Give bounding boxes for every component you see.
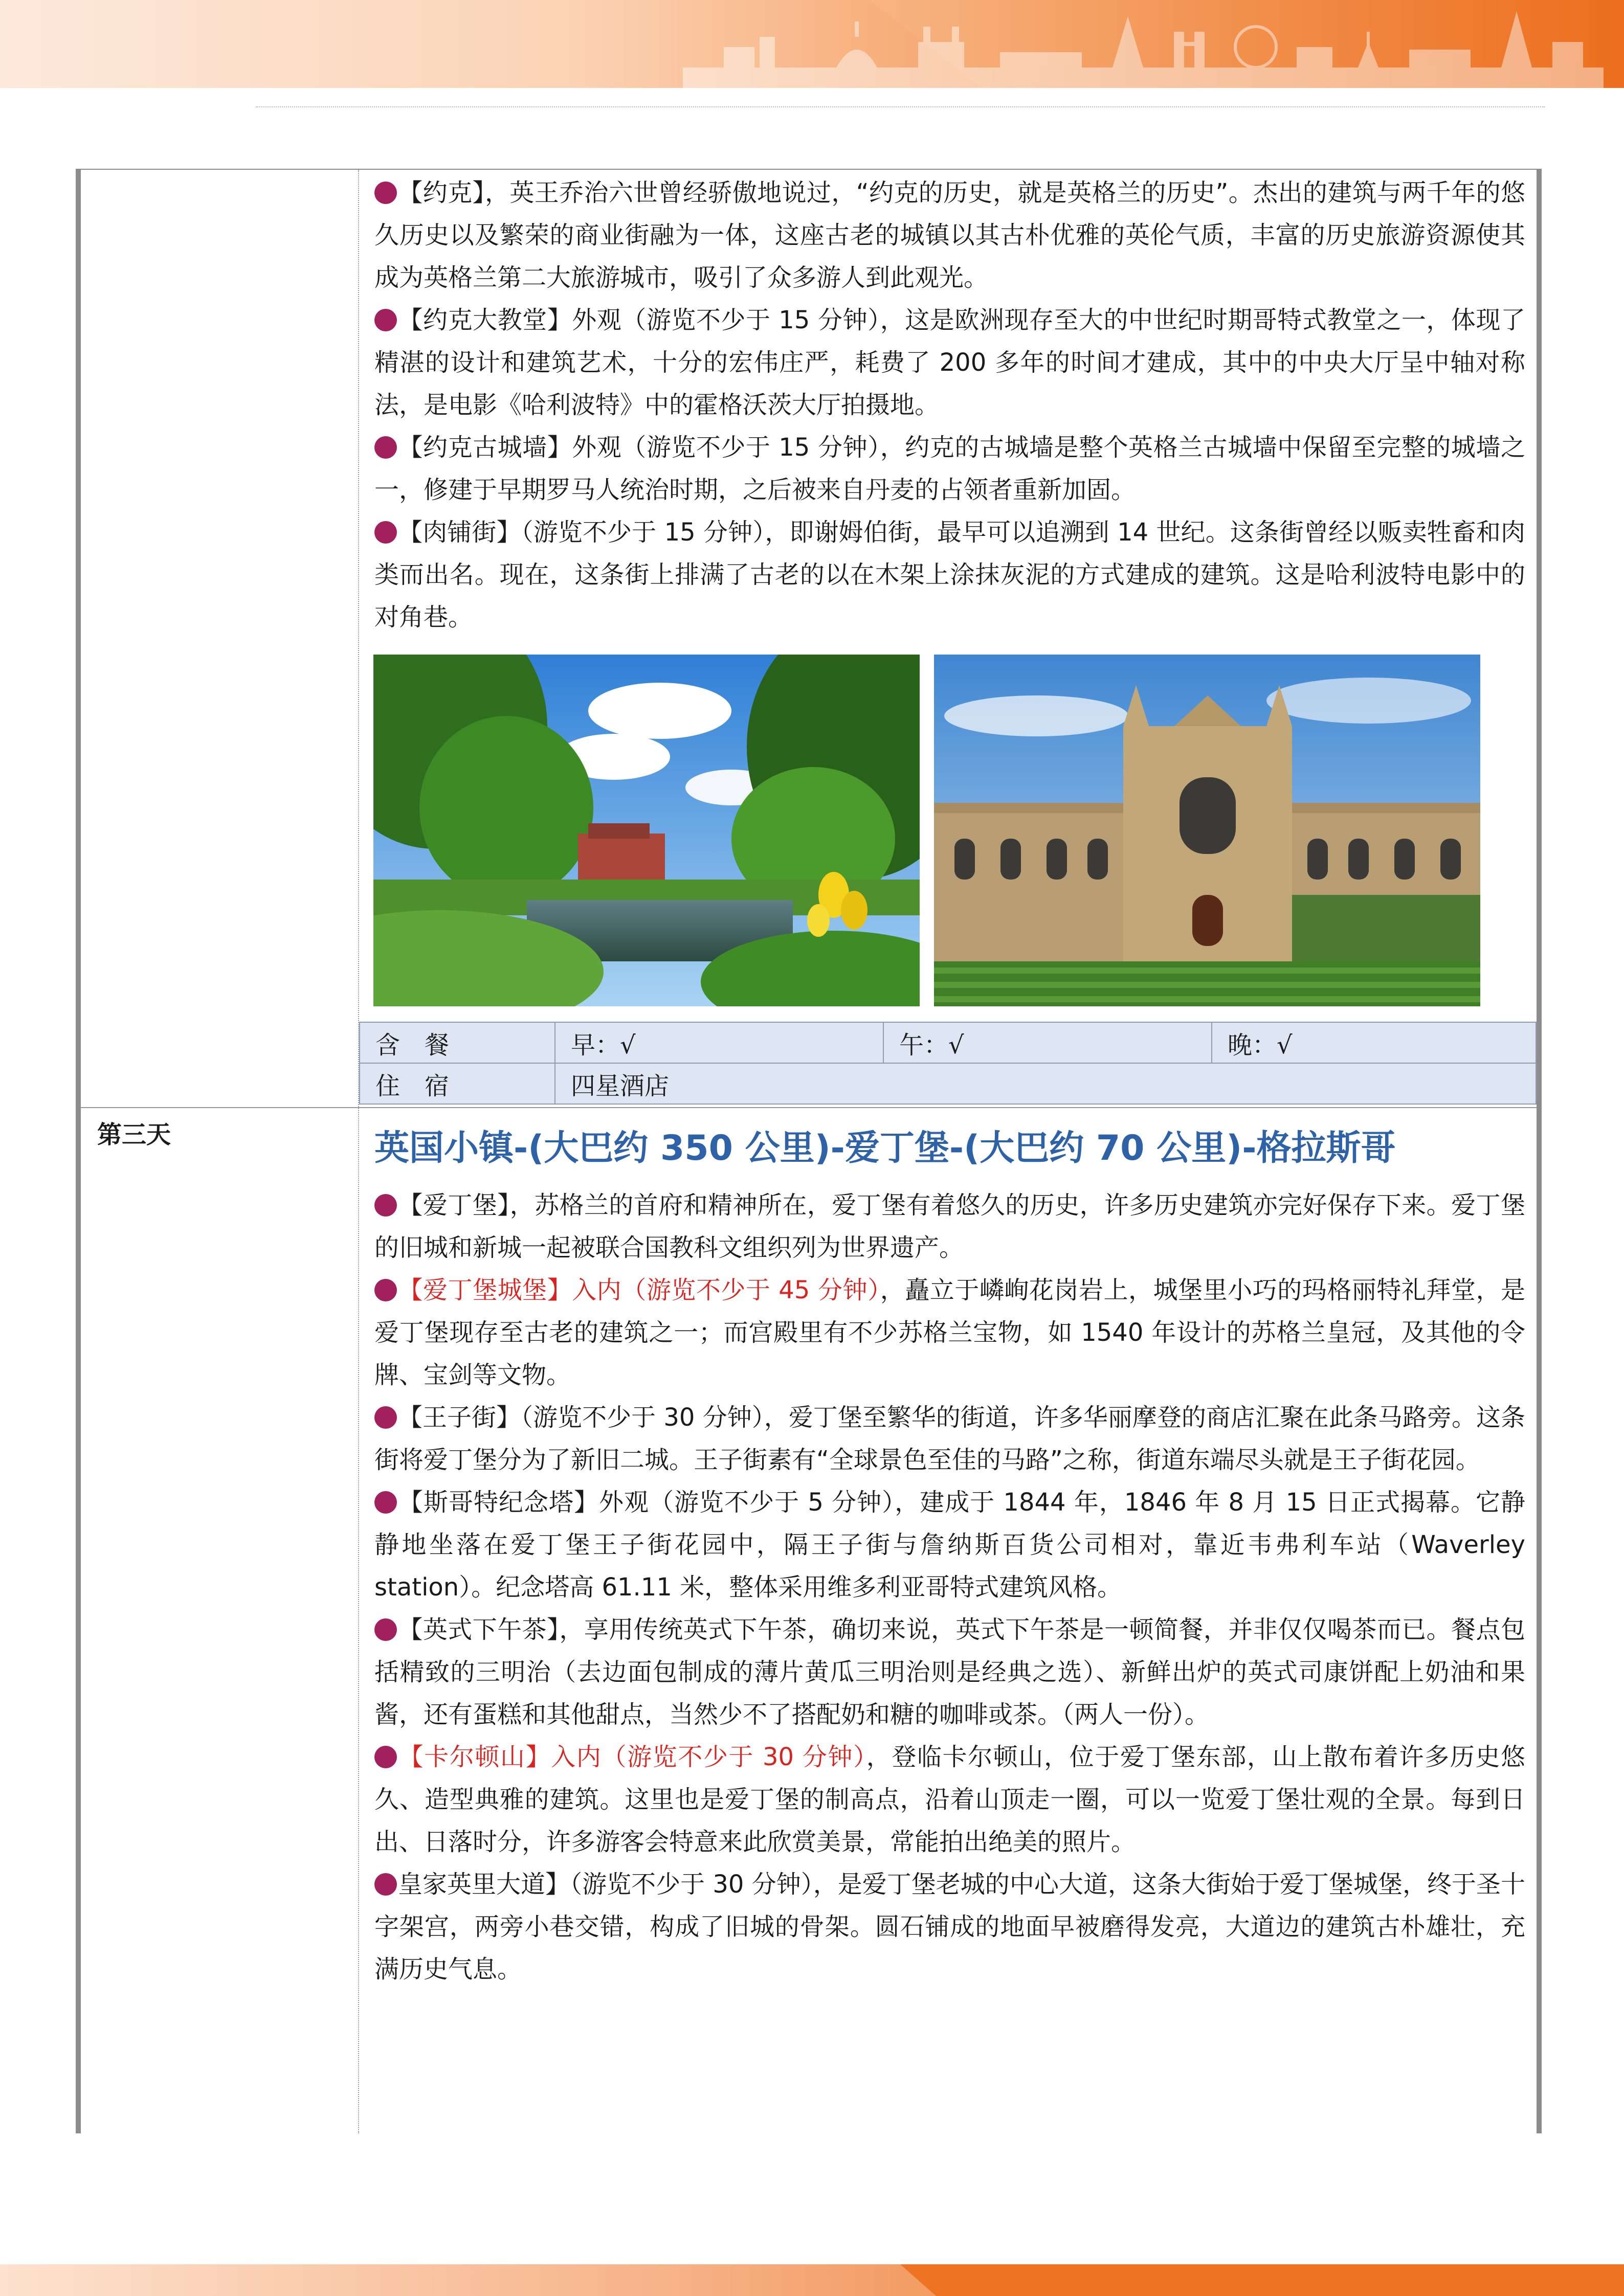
attraction-afternoon-tea: 【英式下午茶】，享用传统英式下午茶，确切来说，英式下午茶是一顿简餐，并非仅仅喝茶而已。餐点包括精致的三明治（去边面包制成的薄片黄瓜三明治则是经典之选）、新鲜出炉的英式司康饼配上奶油和果酱，还有蛋糕和其他甜点，当然少不了搭配奶和糖的咖啡或茶。（两人一份）。 bbox=[374, 1615, 1525, 1729]
footer-banner bbox=[0, 2264, 1624, 2296]
lodging-value: 四星酒店 bbox=[555, 1063, 1536, 1104]
bullet-icon bbox=[374, 1406, 397, 1429]
attraction-york-city-walls: 【约克古城墙】外观（游览不少于 15 分钟），约克的古城墙是整个英格兰古城墙中保留至完整的城墙之一，修建于早期罗马人统治时期，之后被来自丹麦的占领者重新加固。 bbox=[374, 433, 1525, 504]
bullet-icon bbox=[374, 1618, 397, 1641]
day3-content bbox=[374, 1123, 1525, 1991]
bullet-icon bbox=[374, 1279, 397, 1301]
attraction-royal-mile: 皇家英里大道】（游览不少于 30 分钟），是爱丁堡老城的中心大道，这条大街始于爱丁堡城堡，终于圣十字架宫，两旁小巷交错，构成了旧城的骨架。圆石铺成的地面早被磨得发亮，大道边的建筑古朴雄壮，充满历史气息。 bbox=[374, 1870, 1525, 1984]
city-skyline-decoration bbox=[683, 11, 1604, 88]
bullet-icon bbox=[374, 1194, 397, 1217]
attraction-york-minster: 【约克大教堂】外观（游览不少于 15 分钟），这是欧洲现存至大的中世纪时期哥特式教堂之一，体现了精湛的设计和建筑艺术，十分的宏伟庄严，耗费了 200 多年的时间才建成，其中的中央大厅呈中轴对称法，是电影《哈利波特》中的霍格沃茨大厅拍摄地。 bbox=[374, 306, 1525, 419]
header-banner bbox=[0, 0, 1624, 88]
meals-label: 含 餐 bbox=[360, 1022, 555, 1063]
lunch-cell: 午：√ bbox=[883, 1022, 1212, 1063]
bullet-icon bbox=[374, 309, 397, 331]
attraction-princes-street: 【王子街】（游览不少于 30 分钟），爱丁堡至繁华的街道，许多华丽摩登的商店汇聚在此条马路旁。这条街将爱丁堡分为了新旧二城。王子街素有“全球景色至佳的马路”之称，街道东端尽头就是王子街花园。 bbox=[374, 1403, 1525, 1474]
day2-content bbox=[374, 172, 1525, 639]
bullet-icon bbox=[374, 521, 397, 544]
bullet-icon bbox=[374, 436, 397, 459]
header-dotted-rule bbox=[256, 106, 1545, 107]
day3-route-title: 英国小镇-(大巴约 350 公里)-爱丁堡-(大巴约 70 公里)-格拉斯哥 bbox=[374, 1128, 1396, 1168]
column-divider bbox=[358, 170, 359, 2133]
bullet-icon bbox=[374, 1491, 397, 1514]
attraction-scott-monument: 【斯哥特纪念塔】外观（游览不少于 5 分钟），建成于 1844 年，1846 年 8 月 15 日正式揭幕。它静静地坐落在爱丁堡王子街花园中，隔王子街与詹纳斯百货公司相对，靠近韦弗利车站（Waverley station）。纪念塔高 61.11 米，整体采用维多利亚哥特式建筑风格。 bbox=[374, 1488, 1525, 1602]
day3-label: 第三天 bbox=[97, 1120, 171, 1149]
attraction-edinburgh: 【爱丁堡】，苏格兰的首府和精神所在，爱丁堡有着悠久的历史，许多历史建筑亦完好保存下来。爱丁堡的旧城和新城一起被联合国教科文组织列为世界遗产。 bbox=[374, 1191, 1525, 1262]
attraction-calton-hill: 【卡尔顿山】入内（游览不少于 30 分钟），登临卡尔顿山，位于爱丁堡东部，山上散布着许多历史悠久、造型典雅的建筑。这里也是爱丁堡的制高点，沿着山顶走一圈，可以一览爱丁堡壮观的全景。每到日出、日落时分，许多游客会特意来此欣赏美景，常能拍出绝美的照片。 bbox=[374, 1743, 1525, 1856]
college-building-photo bbox=[934, 655, 1480, 1006]
dinner-cell: 晚：√ bbox=[1212, 1022, 1536, 1063]
attraction-edinburgh-castle: 【爱丁堡城堡】入内（游览不少于 45 分钟），矗立于嶙峋花岗岩上，城堡里小巧的玛格丽特礼拜堂，是爱丁堡现存至古老的建筑之一；而宫殿里有不少苏格兰宝物，如 1540 年设计的苏格兰皇冠，及其他的令牌、宝剑等文物。 bbox=[374, 1276, 1525, 1389]
attraction-york: 【约克】，英王乔治六世曾经骄傲地说过，“约克的历史，就是英格兰的历史”。杰出的建筑与两千年的悠久历史以及繁荣的商业街融为一体，这座古老的城镇以其古朴优雅的英伦气质，丰富的历史旅游资源使其成为英格兰第二大旅游城市，吸引了众多游人到此观光。 bbox=[374, 178, 1525, 292]
bullet-icon bbox=[374, 1746, 397, 1768]
lodging-row bbox=[360, 1063, 1536, 1104]
garden-river-photo bbox=[373, 655, 920, 1006]
lodging-label: 住 宿 bbox=[360, 1063, 555, 1104]
bullet-icon bbox=[374, 1873, 397, 1896]
meals-lodging-table bbox=[359, 1022, 1537, 1105]
breakfast-cell: 早：√ bbox=[555, 1022, 883, 1063]
day-row-divider bbox=[81, 1107, 1537, 1108]
attraction-shambles: 【肉铺街】（游览不少于 15 分钟），即谢姆伯街，最早可以追溯到 14 世纪。这条街曾经以贩卖牲畜和肉类而出名。现在，这条街上排满了古老的以在木架上涂抹灰泥的方式建成的建筑。这是哈利波特电影中的对角巷。 bbox=[374, 518, 1525, 632]
bullet-icon bbox=[374, 182, 397, 204]
meals-row bbox=[360, 1022, 1536, 1063]
